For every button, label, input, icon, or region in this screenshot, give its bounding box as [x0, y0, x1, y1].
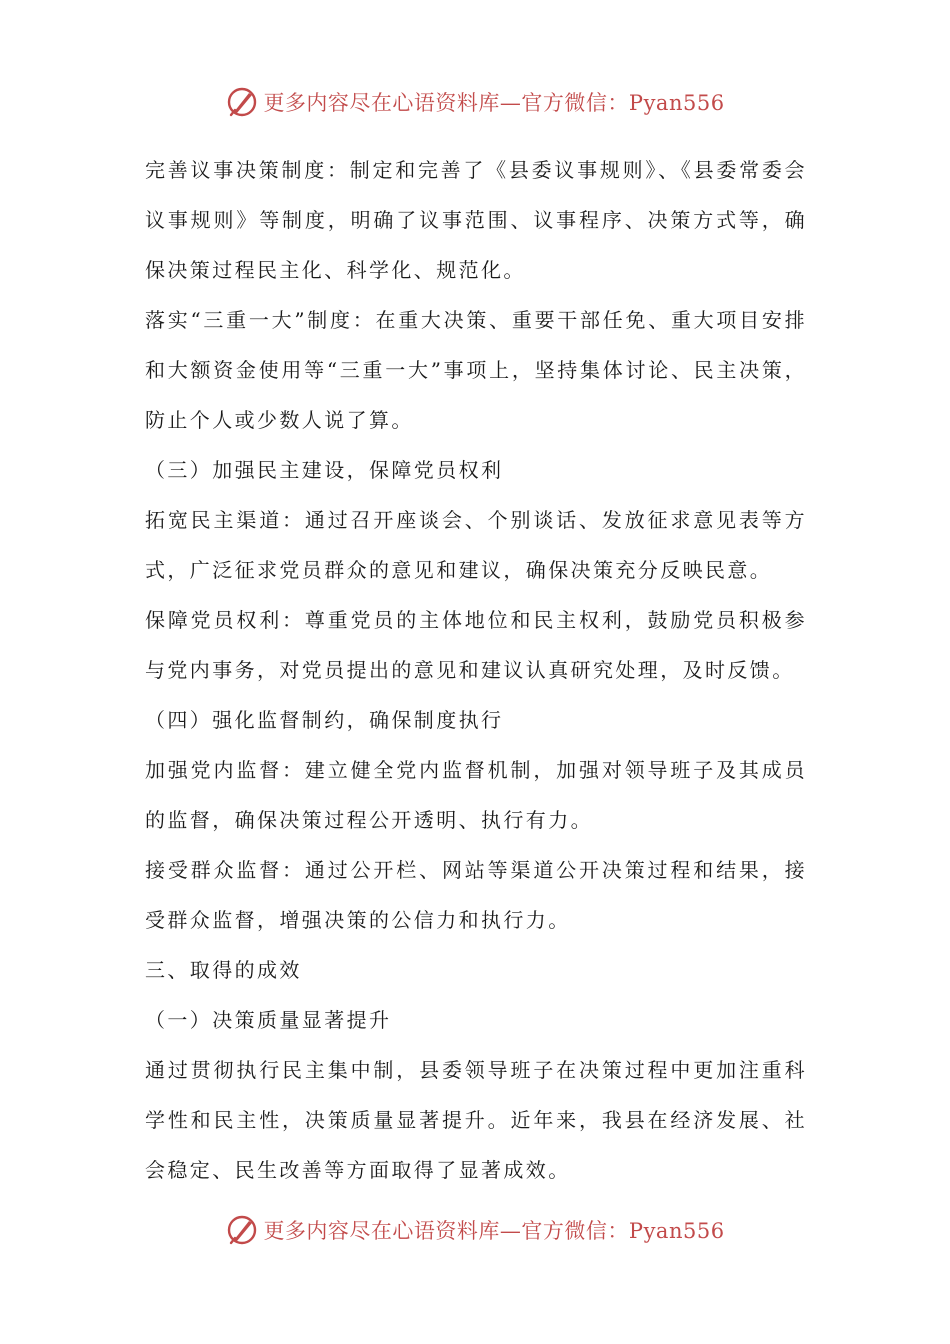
footer-banner — [0, 1208, 950, 1252]
heading-supervision: （四）强化监督制约，确保制度执行 — [145, 708, 504, 732]
paragraph-public-supervision: 接受群众监督：通过公开栏、网站等渠道公开决策过程和结果，接受群众监督，增强决策的公信力和执行力。 — [145, 858, 807, 932]
paragraph-member-rights: 保障党员权利：尊重党员的主体地位和民主权利，鼓励党员积极参与党内事务，对党员提出的意见和建议认真研究处理，及时反馈。 — [145, 608, 807, 682]
heading-decision-quality: （一）决策质量显著提升 — [145, 1008, 392, 1032]
header-banner-text: 更多内容尽在心语资料库—官方微信：Pyan556 — [263, 91, 725, 115]
section-heading-results: 三、取得的成效 — [145, 958, 302, 982]
paragraph-democratic-channels: 拓宽民主渠道：通过召开座谈会、个别谈话、发放征求意见表等方式，广泛征求党员群众的意见和建议，确保决策充分反映民意。 — [145, 508, 807, 582]
document-body — [145, 145, 807, 1195]
heading-democracy-building: （三）加强民主建设，保障党员权利 — [145, 458, 504, 482]
paragraph-decision-quality: 通过贯彻执行民主集中制，县委领导班子在决策过程中更加注重科学性和民主性，决策质量显著提升。近年来，我县在经济发展、社会稳定、民生改善等方面取得了显著成效。 — [145, 1058, 807, 1182]
paragraph-three-important-one-large: 落实“三重一大”制度：在重大决策、重要干部任免、重大项目安排和大额资金使用等“三重一大”事项上，坚持集体讨论、民主决策，防止个人或少数人说了算。 — [145, 308, 807, 432]
header-banner — [0, 80, 950, 124]
footer-banner-text: 更多内容尽在心语资料库—官方微信：Pyan556 — [263, 1219, 725, 1243]
quill-logo-icon — [225, 85, 259, 119]
quill-logo-icon — [225, 1213, 259, 1247]
paragraph-deliberation-rules: 完善议事决策制度：制定和完善了《县委议事规则》、《县委常委会议事规则》等制度，明确了议事范围、议事程序、决策方式等，确保决策过程民主化、科学化、规范化。 — [145, 158, 807, 282]
paragraph-internal-supervision: 加强党内监督：建立健全党内监督机制，加强对领导班子及其成员的监督，确保决策过程公开透明、执行有力。 — [145, 758, 807, 832]
